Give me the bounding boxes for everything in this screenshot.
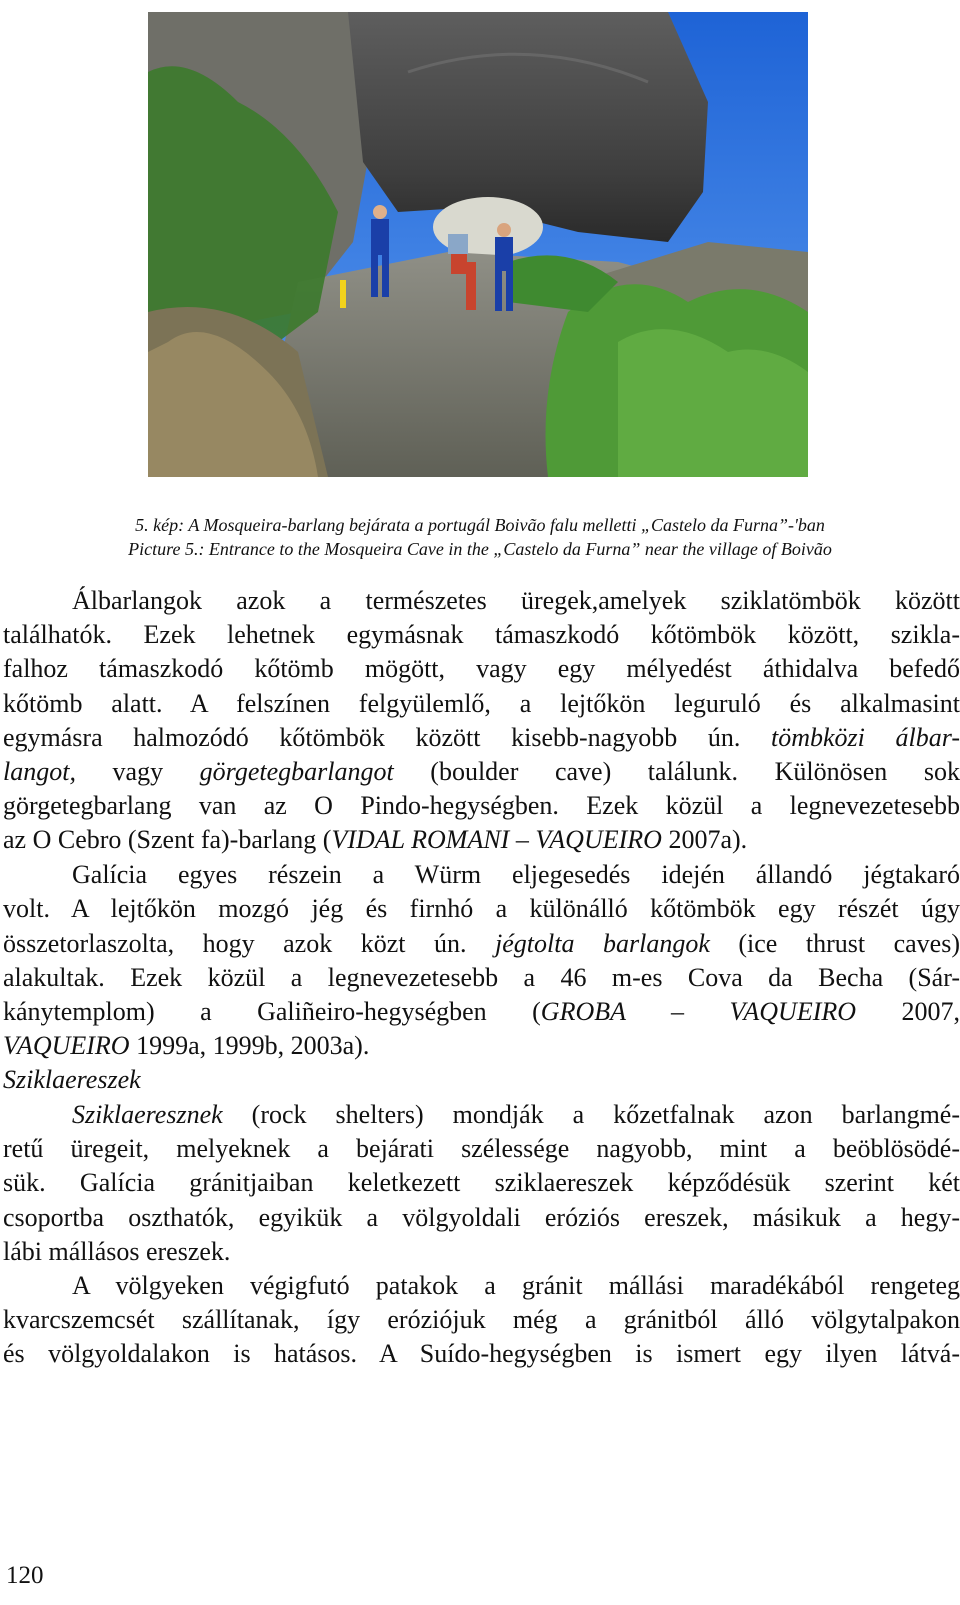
figure-caption-hungarian: 5. kép: A Mosqueira-barlang bejárata a portugál Boivão falu melletti „Castelo da Furna”-'ban — [135, 515, 825, 535]
text-run: 1999a, 1999b, 2003a). — [129, 1031, 370, 1060]
italic-term: tömbközi álbar- — [770, 723, 960, 752]
paragraph-3-line: lábi mállásos ereszek. — [3, 1237, 231, 1266]
paragraph-3-line: csoportba oszthatók, egyikük a völgyoldali eróziós ereszek, másikuk a hegy- — [3, 1203, 960, 1232]
text-run: egymásra halmozódó kőtömbök között kisebb-nagyobb ún. — [3, 723, 741, 752]
paragraph-2-line — [3, 995, 960, 1029]
text-run: (ice thrust caves) — [709, 929, 960, 958]
paragraph-2-line: volt. A lejtőkön mozgó jég és firnhó a különálló kőtömbök egy részét úgy — [3, 894, 960, 923]
figure-caption-english: Picture 5.: Entrance to the Mosqueira Cave in the „Castelo da Furna” near the village of Boivão — [128, 539, 832, 559]
text-run: az O Cebro (Szent fa)-barlang ( — [3, 825, 332, 854]
text-run: vagy — [75, 757, 200, 786]
cave-entrance-photo — [148, 12, 808, 477]
italic-citation: GROBA – VAQUEIRO — [540, 997, 857, 1026]
paragraph-3-line: sük. Galícia gránitjaiban keletkezett sziklaereszek képződésük szerint két — [3, 1168, 960, 1197]
text-run: (rock shelters) mondják a kőzetfalnak azon barlangmé- — [222, 1100, 960, 1129]
text-run: (boulder cave) találunk. Különösen sok — [393, 757, 960, 786]
paragraph-3-line — [72, 1098, 960, 1132]
text-run: kánytemplom) a Galiñeiro-hegységben ( — [3, 997, 541, 1026]
paragraph-1-line: találhatók. Ezek lehetnek egymásnak támaszkodó kőtömbök között, szikla- — [3, 620, 960, 649]
paragraph-1-line: kőtömb alatt. A felszínen felgyülemlő, a lejtőkön leguruló és alkalmasint — [3, 689, 960, 718]
paragraph-2-line: alakultak. Ezek közül a legnevezetesebb a 46 m-es Cova da Becha (Sár- — [3, 963, 960, 992]
paragraph-2-line — [3, 1029, 960, 1063]
italic-term: görgetegbarlangot — [199, 757, 394, 786]
italic-term: langot, — [3, 757, 76, 786]
paragraph-1-line: görgetegbarlang van az O Pindo-hegységben. Ezek közül a legnevezetesebb — [3, 791, 960, 820]
paragraph-1-line — [3, 721, 960, 755]
paragraph-2-line — [3, 927, 960, 961]
italic-citation: VAQUEIRO — [3, 1031, 130, 1060]
paragraph-1-line: Álbarlangok azok a természetes üregek,amelyek sziklatömbök között — [72, 586, 960, 615]
italic-term: jégtolta barlangok — [495, 929, 710, 958]
paragraph-2-line: Galícia egyes részein a Würm eljegesedés idején állandó jégtakaró — [72, 860, 960, 889]
text-run: összetorlaszolta, hogy azok közt ún. — [3, 929, 467, 958]
page-number: 120 — [6, 1562, 44, 1589]
paragraph-1-line: falhoz támaszkodó kőtömb mögött, vagy egy mélyedést áthidalva befedő — [3, 654, 960, 683]
italic-citation: VIDAL ROMANI – VAQUEIRO — [331, 825, 662, 854]
text-run: 2007a). — [661, 825, 748, 854]
paragraph-1-line — [3, 755, 960, 789]
paragraph-4-line: és völgyoldalakon is hatásos. A Suído-hegységben is ismert egy ilyen látvá- — [3, 1339, 960, 1368]
paragraph-4-line: kvarcszemcsét szállítanak, így eróziójuk még a gránitból álló völgytalpakon — [3, 1305, 960, 1334]
italic-term: Sziklaeresznek — [72, 1100, 223, 1129]
section-heading: Sziklaereszek — [3, 1065, 141, 1094]
paragraph-3-line: retű üregeit, melyeknek a bejárati szélessége nagyobb, mint a beöblösödé- — [3, 1134, 960, 1163]
paragraph-4-line: A völgyeken végigfutó patakok a gránit mállási maradékából rengeteg — [72, 1271, 960, 1300]
paragraph-1-line — [3, 823, 960, 857]
text-run: 2007, — [856, 997, 960, 1026]
